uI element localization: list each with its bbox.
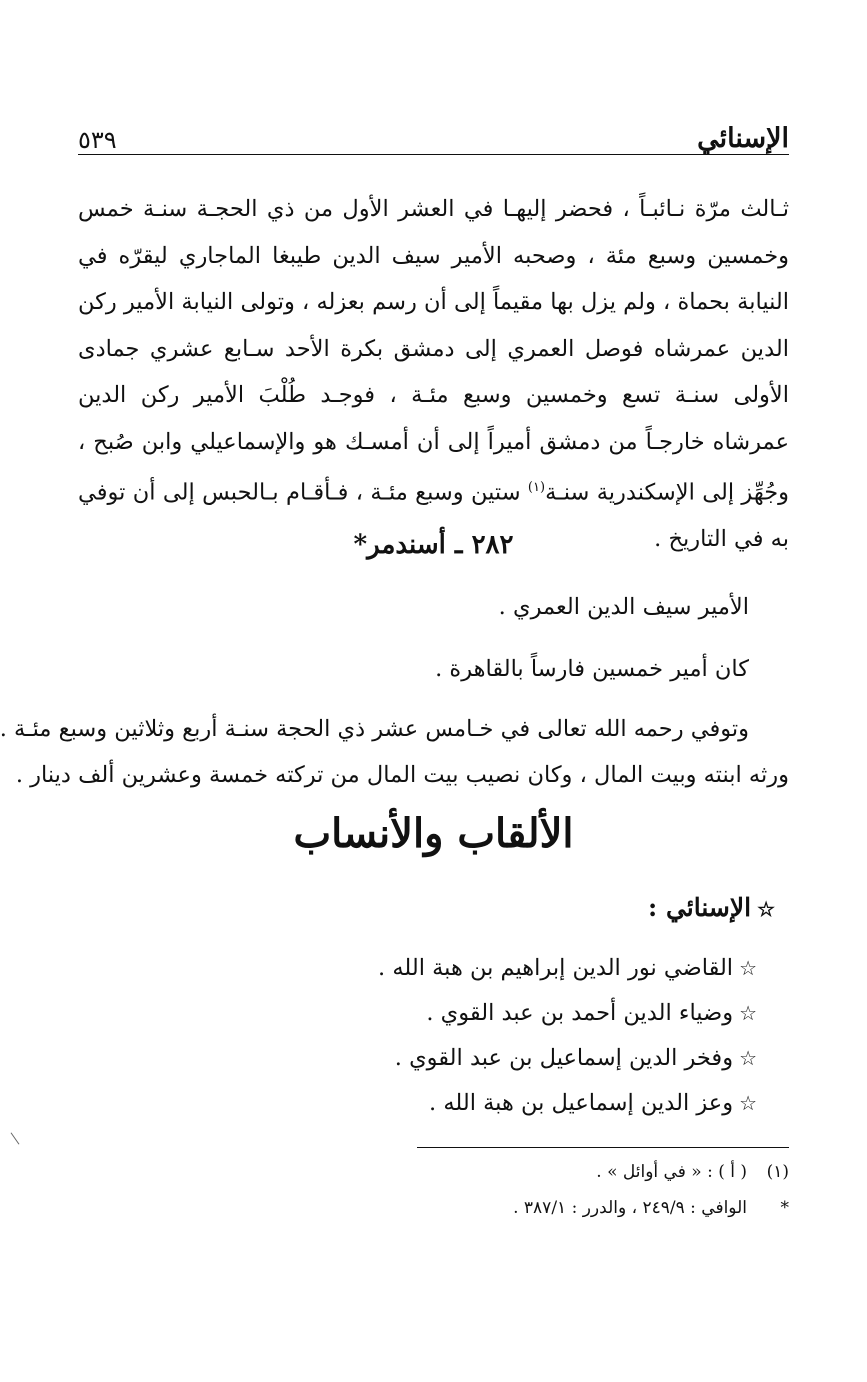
list-item <box>429 1090 757 1116</box>
entry-line-1: الأمير سيف الدين العمري . <box>498 594 749 620</box>
entry-line-3: وتوفي رحمه الله تعالى في خـامس عشر ذي الحجة سنـة أربع وثلاثين وسبع مئـة . <box>0 716 749 742</box>
star-icon: ☆ <box>739 1046 757 1070</box>
list-item <box>426 1000 757 1026</box>
list-item <box>378 955 757 981</box>
entry-line-4: ورثه ابنته وبيت المال ، وكان نصيب بيت المال من تركته خمسة وعشرين ألف دينار . <box>15 762 789 788</box>
footnote <box>596 1162 789 1182</box>
footnote-text: الوافي : ٢٤٩/٩ ، والدرر : ٣٨٧/١ . <box>513 1198 747 1218</box>
star-icon: ☆ <box>739 1091 757 1115</box>
page-number: ٥٣٩ <box>78 126 117 154</box>
star-icon: ☆ <box>757 897 775 921</box>
footnote-reference: (١) <box>527 480 546 495</box>
star-icon: ☆ <box>739 1001 757 1025</box>
list-item-text: وضياء الدين أحمد بن عبد القوي . <box>426 1000 734 1026</box>
footnote-divider <box>417 1147 789 1148</box>
list-item-text: القاضي نور الدين إبراهيم بن هبة الله . <box>378 955 734 981</box>
section-title: الألقاب والأنساب <box>293 810 574 857</box>
list-item-text: وفخر الدين إسماعيل بن عبد القوي . <box>394 1045 734 1071</box>
footnote <box>513 1198 789 1218</box>
footnote-mark: (١) <box>766 1162 789 1182</box>
nisba-label: الإسنائي : <box>648 893 752 922</box>
header-divider <box>78 154 789 155</box>
entry-line-2: كان أمير خمسين فارساً بالقاهرة . <box>435 656 749 682</box>
nisba-heading <box>648 893 775 922</box>
list-item-text: وعز الدين إسماعيل بن هبة الله . <box>429 1090 734 1116</box>
star-icon: ☆ <box>739 956 757 980</box>
entry-heading: ٢٨٢ ـ أسندمر* <box>353 530 514 560</box>
footnote-text: ( أ ) : « في أوائل » . <box>596 1162 747 1182</box>
page-header <box>78 118 789 154</box>
paragraph-text-continued: ستين وسبع مئـة ، فـأقـام بـالحبس إلى أن توفي به في التاريخ . <box>78 479 789 552</box>
paragraph-text: ثـالث مرّة نـائبـاً ، فحضر إليهـا في العشر الأول من ذي الحجـة سنـة خمس وخمسين وسبع مئة ، وصحبه الأمير سيف الدين طيبغا الماجاري ليقرّه في النيابة بحماة ، ولم يزل بها مقيماً إلى أن رسم بعزله ، وتولى النيابة الأمير ركن الدين عمرشاه فوصل العمري إلى دمشق بكرة الأحد سـابع عشري جمادى الأولى سنـة تسع وخمسين وسبع مئـة ، فوجـد طُلْبَ الأمير ركن الدين عمرشاه خارجـاً من دمشق أميراً إلى أن أمسـك هو والإسماعيلي وابن صُبح ، وجُهِّز إلى الإسكندرية سنـة <box>78 196 789 506</box>
list-item <box>395 1045 757 1071</box>
running-title: الإسنائي <box>697 123 789 154</box>
footnote-mark: * <box>780 1198 789 1218</box>
body-paragraph <box>78 186 789 563</box>
